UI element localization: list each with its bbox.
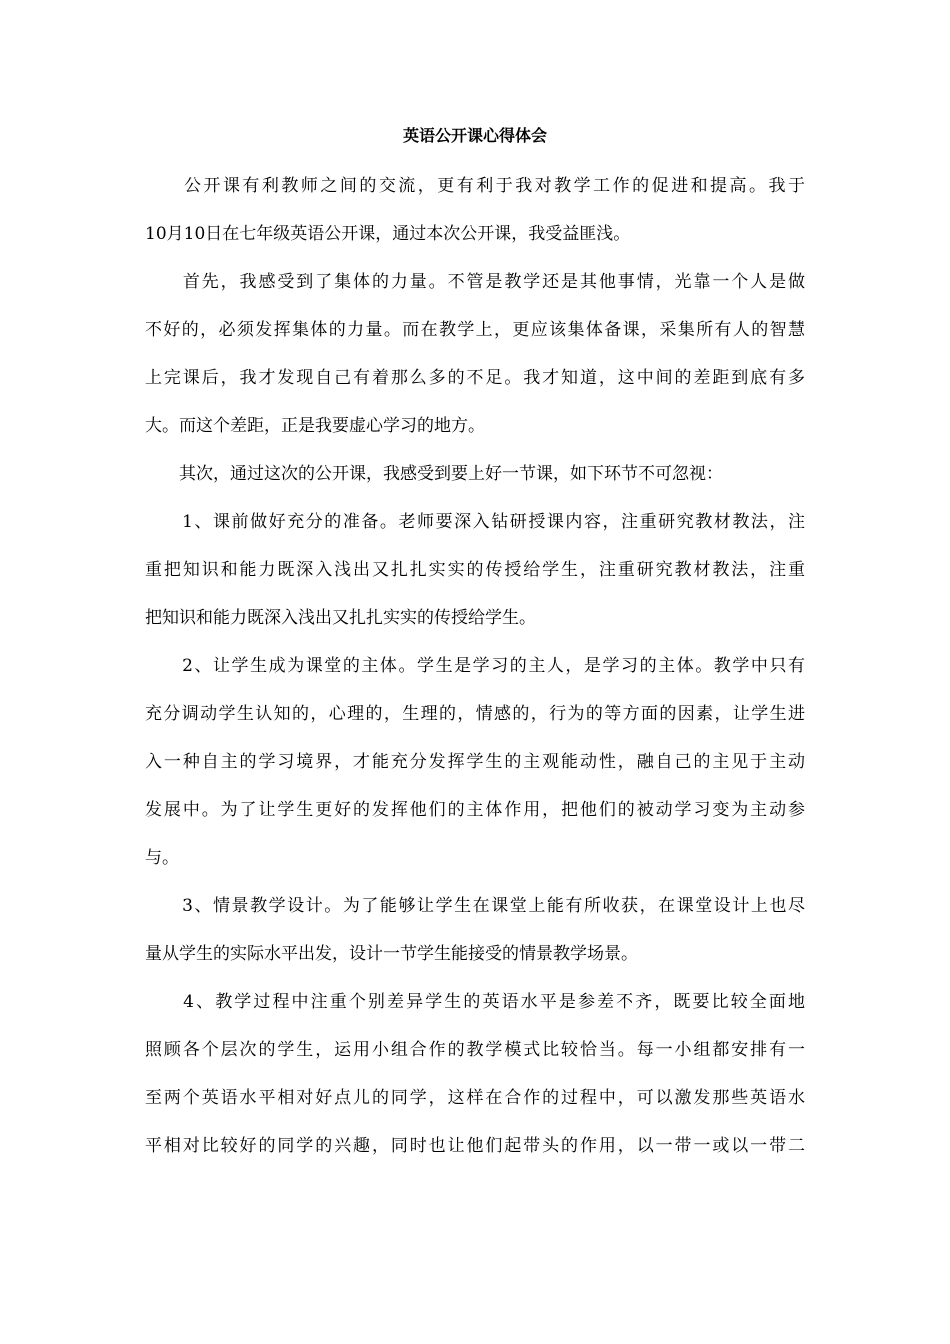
body-text-line: 平相对比较好的同学的兴趣，同时也让他们起带头的作用，以一带一或以一带二 (145, 1136, 805, 1156)
body-text-line: 1、课前做好充分的准备。老师要深入钻研授课内容，注重研究教材教法，注 (145, 512, 805, 532)
body-text-line: 照顾各个层次的学生，运用小组合作的教学模式比较恰当。每一小组都安排有一 (145, 1040, 805, 1060)
body-text-line: 量从学生的实际水平出发，设计一节学生能接受的情景教学场景。 (145, 944, 638, 964)
page-title: 英语公开课心得体会 (402, 126, 547, 145)
body-text-line: 3、情景教学设计。为了能够让学生在课堂上能有所收获，在课堂设计上也尽 (145, 896, 805, 916)
body-text-line: 与。 (145, 848, 179, 868)
body-text-line: 发展中。为了让学生更好的发挥他们的主体作用，把他们的被动学习变为主动参 (145, 800, 805, 820)
body-text-line: 10月10日在七年级英语公开课，通过本次公开课，我受益匪浅。 (145, 224, 631, 244)
body-text-line: 充分调动学生认知的，心理的，生理的，情感的，行为的等方面的因素，让学生进 (145, 704, 805, 724)
body-text-line: 至两个英语水平相对好点儿的同学，这样在合作的过程中，可以激发那些英语水 (145, 1088, 805, 1108)
body-text-line: 2、让学生成为课堂的主体。学生是学习的主人，是学习的主体。教学中只有 (145, 656, 805, 676)
body-text-line: 入一种自主的学习境界，才能充分发挥学生的主观能动性，融自己的主见于主动 (145, 752, 805, 772)
body-text-line: 公开课有利教师之间的交流，更有利于我对教学工作的促进和提高。我于 (145, 176, 805, 196)
body-text-line: 首先，我感受到了集体的力量。不管是教学还是其他事情，光靠一个人是做 (145, 272, 805, 292)
body-text-line: 把知识和能力既深入浅出又扎扎实实的传授给学生。 (145, 608, 536, 628)
body-text-line: 不好的，必须发挥集体的力量。而在教学上，更应该集体备课，采集所有人的智慧 (145, 320, 805, 340)
body-text-line: 其次，通过这次的公开课，我感受到要上好一节课，如下环节不可忽视： (145, 464, 723, 484)
body-text-line: 4、教学过程中注重个别差异学生的英语水平是参差不齐，既要比较全面地 (145, 992, 805, 1012)
body-text-line: 大。而这个差距，正是我要虚心学习的地方。 (145, 416, 485, 436)
body-text-line: 重把知识和能力既深入浅出又扎扎实实的传授给学生，注重研究教材教法，注重 (145, 560, 805, 580)
body-text-line: 上完课后，我才发现自己有着那么多的不足。我才知道，这中间的差距到底有多 (145, 368, 805, 388)
